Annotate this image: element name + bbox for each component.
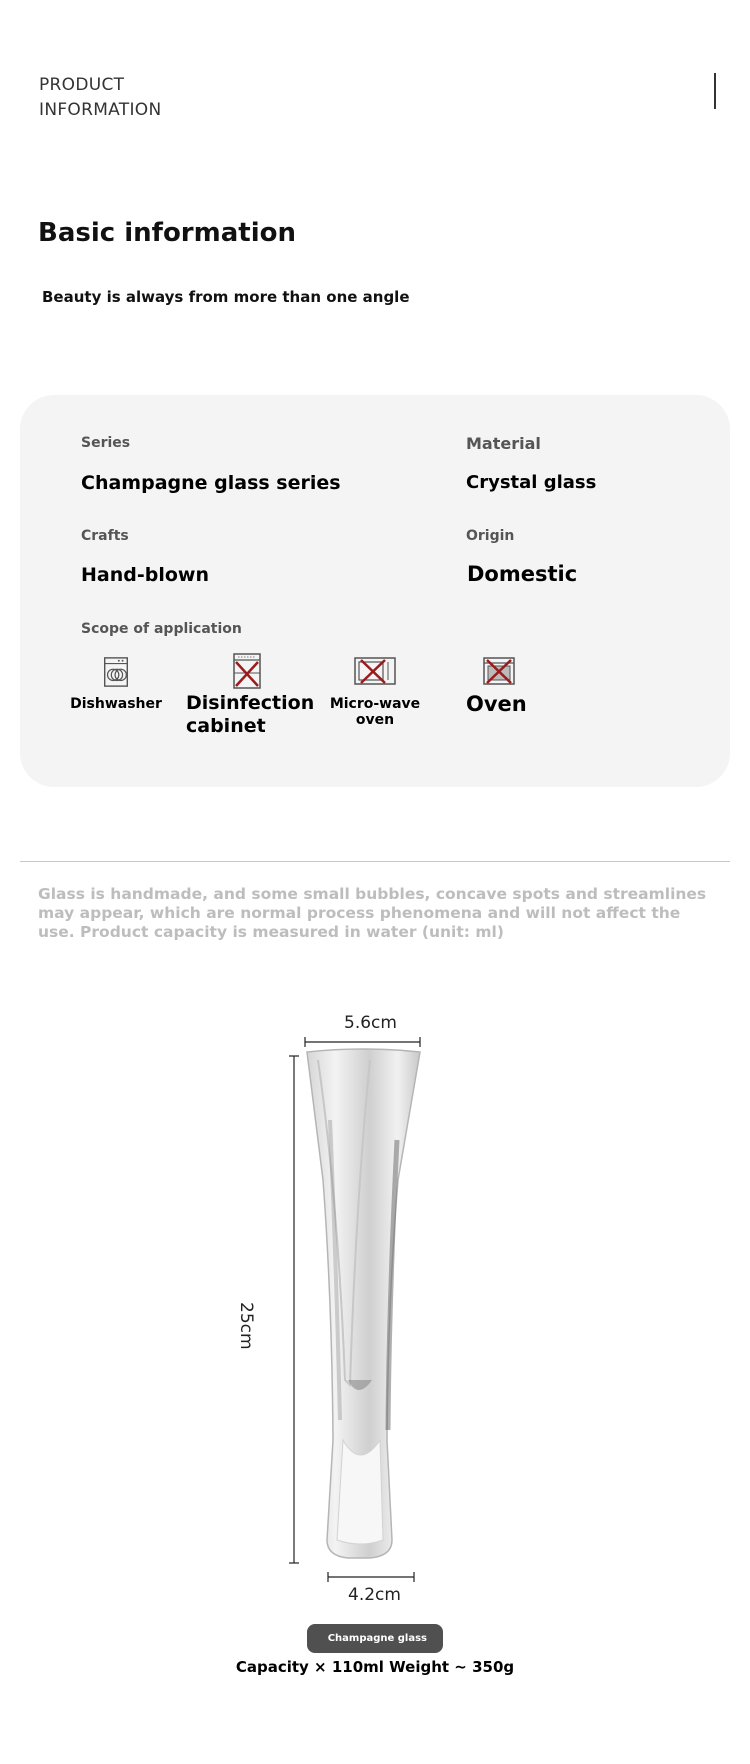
section-title: Basic information	[38, 218, 296, 248]
origin-label: Origin	[466, 528, 515, 544]
header-divider-bar	[714, 73, 716, 109]
microwave-icon	[353, 656, 397, 686]
series-label: Series	[81, 435, 131, 451]
crafts-label: Crafts	[81, 528, 129, 544]
height-label: 25cm	[236, 1302, 256, 1350]
champagne-glass-image	[307, 1049, 420, 1558]
page-header-title	[39, 73, 161, 123]
scope-name-line2: cabinet	[186, 715, 266, 737]
scope-label: Scope of application	[81, 621, 242, 637]
capacity-weight-text: Capacity × 110ml Weight ~ 350g	[235, 1658, 515, 1676]
top-width-label: 5.6cm	[344, 1013, 397, 1033]
scope-name-disinfection-cabinet	[186, 692, 314, 738]
series-value: Champagne glass series	[81, 472, 341, 494]
scope-item-microwave	[312, 656, 438, 728]
header-title-line1: PRODUCT	[39, 75, 125, 95]
material-value: Crystal glass	[466, 472, 597, 493]
scope-name-oven: Oven	[466, 692, 527, 716]
section-subtitle: Beauty is always from more than one angle	[42, 288, 410, 306]
base-width-label: 4.2cm	[348, 1585, 401, 1605]
product-info-card	[20, 395, 730, 787]
glass-dimension-drawing	[0, 1000, 750, 1620]
scope-item-dishwasher	[66, 656, 166, 712]
disinfection-cabinet-icon	[230, 652, 264, 690]
scope-name-line1: Disinfection	[186, 692, 315, 714]
product-name-badge: Champagne glass	[307, 1624, 443, 1653]
dishwasher-icon	[99, 656, 133, 688]
origin-value: Domestic	[467, 562, 578, 586]
scope-item-disinfection-cabinet	[186, 652, 315, 738]
header-title-line2: INFORMATION	[39, 100, 162, 120]
oven-icon	[482, 656, 516, 686]
crafts-value: Hand-blown	[81, 564, 209, 586]
scope-item-oven	[466, 656, 526, 716]
material-label: Material	[466, 434, 541, 453]
scope-name-dishwasher: Dishwasher	[70, 696, 162, 712]
section-divider	[20, 861, 730, 862]
scope-name-microwave: Micro-wave oven	[329, 696, 421, 728]
handmade-note: Glass is handmade, and some small bubbles, concave spots and streamlines may appear, which are normal process phenomena and will not affect the use. Product capacity is measured in water (unit: ml)	[38, 885, 707, 941]
